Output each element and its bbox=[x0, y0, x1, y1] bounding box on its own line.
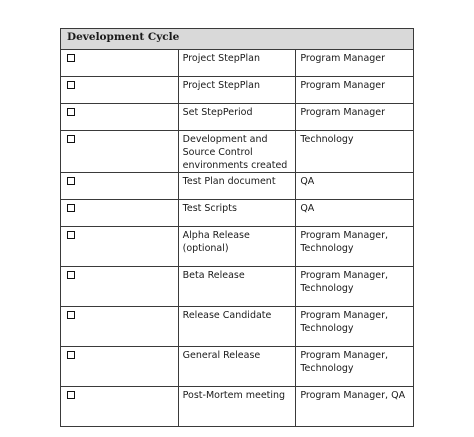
task-cell: General Release bbox=[178, 347, 296, 387]
table-row bbox=[61, 307, 414, 347]
checkbox[interactable] bbox=[67, 231, 75, 239]
owner-cell: Technology bbox=[296, 131, 414, 173]
development-cycle-checklist bbox=[60, 28, 414, 427]
task-cell: Test Plan document bbox=[178, 173, 296, 200]
owner-cell: Program Manager, Technology bbox=[296, 347, 414, 387]
checkbox[interactable] bbox=[67, 108, 75, 116]
task-cell: Beta Release bbox=[178, 267, 296, 307]
owner-cell: Program Manager, Technology bbox=[296, 227, 414, 267]
task-cell: Set StepPeriod bbox=[178, 104, 296, 131]
owner-cell: Program Manager bbox=[296, 104, 414, 131]
checkbox[interactable] bbox=[67, 311, 75, 319]
task-cell: Project StepPlan bbox=[178, 77, 296, 104]
checkbox[interactable] bbox=[67, 391, 75, 399]
checkbox[interactable] bbox=[67, 351, 75, 359]
checkbox[interactable] bbox=[67, 271, 75, 279]
owner-cell: Program Manager, Technology bbox=[296, 307, 414, 347]
checkbox[interactable] bbox=[67, 54, 75, 62]
table-row bbox=[61, 50, 414, 77]
checkbox[interactable] bbox=[67, 177, 75, 185]
table-row bbox=[61, 104, 414, 131]
owner-cell: QA bbox=[296, 200, 414, 227]
owner-cell: Program Manager bbox=[296, 77, 414, 104]
owner-cell: Program Manager bbox=[296, 50, 414, 77]
table-row bbox=[61, 173, 414, 200]
table-row bbox=[61, 227, 414, 267]
checkbox[interactable] bbox=[67, 204, 75, 212]
task-cell: Project StepPlan bbox=[178, 50, 296, 77]
checkbox[interactable] bbox=[67, 81, 75, 89]
table-title: Development Cycle bbox=[61, 29, 414, 50]
table-row bbox=[61, 267, 414, 307]
table-row bbox=[61, 77, 414, 104]
task-cell: Post-Mortem meeting bbox=[178, 387, 296, 427]
task-cell: Alpha Release (optional) bbox=[178, 227, 296, 267]
task-cell: Release Candidate bbox=[178, 307, 296, 347]
checkbox[interactable] bbox=[67, 135, 75, 143]
table-header-row bbox=[61, 29, 414, 50]
table-row bbox=[61, 131, 414, 173]
task-cell: Test Scripts bbox=[178, 200, 296, 227]
task-cell: Development and Source Control environments created bbox=[178, 131, 296, 173]
owner-cell: QA bbox=[296, 173, 414, 200]
owner-cell: Program Manager, QA bbox=[296, 387, 414, 427]
owner-cell: Program Manager, Technology bbox=[296, 267, 414, 307]
table-row bbox=[61, 347, 414, 387]
table-row bbox=[61, 200, 414, 227]
table-row bbox=[61, 387, 414, 427]
